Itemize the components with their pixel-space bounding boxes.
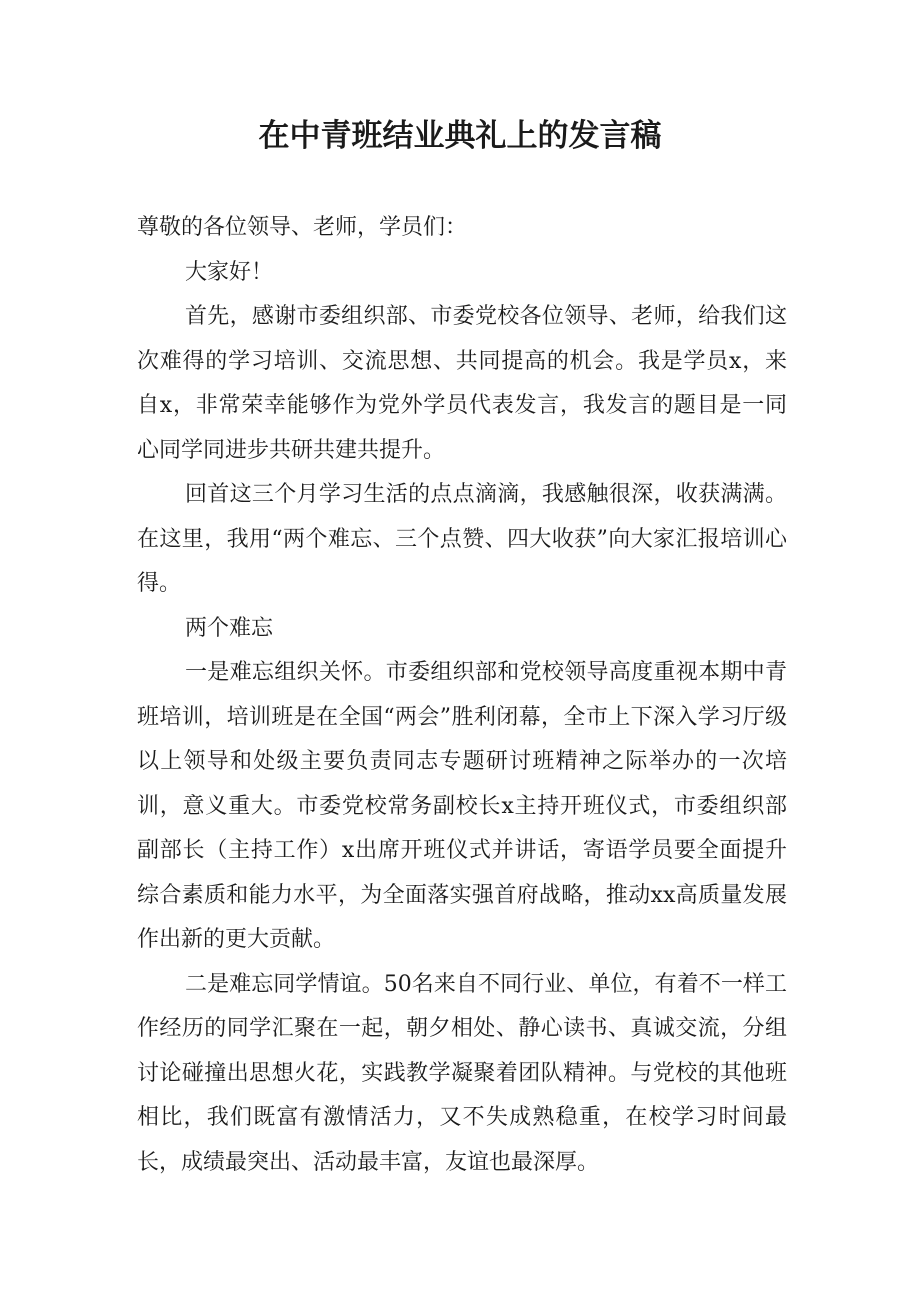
- paragraph-classmate-friendship: 二是难忘同学情谊。50名来自不同行业、单位，有着不一样工作经历的同学汇聚在一起，朝夕相处、静心读书、真诚交流，分组讨论碰撞出思想火花，实践教学凝聚着团队精神。与党校的其他班相比，我们既富有激情活力，又不失成熟稳重，在校学习时间最长，成绩最突出、活动最丰富，友谊也最深厚。: [137, 971, 787, 1175]
- salutation: 尊敬的各位领导、老师，学员们：: [137, 215, 468, 240]
- document-body: [137, 206, 787, 1185]
- paragraph-organization-care: 一是难忘组织关怀。市委组织部和党校领导高度重视本期中青班培训，培训班是在全国“两会”胜利闭幕，全市上下深入学习厅级以上领导和处级主要负责同志专题研讨班精神之际举办的一次培训，意义重大。市委党校常务副校长x主持开班仪式，市委组织部副部长（主持工作）x出席开班仪式并讲话，寄语学员要全面提升综合素质和能力水平，为全面落实强首府战略，推动xx高质量发展作出新的更大贡献。: [137, 660, 787, 952]
- paragraph-review: 回首这三个月学习生活的点点滴滴，我感触很深，收获满满。在这里，我用“两个难忘、三个点赞、四大收获”向大家汇报培训心得。: [137, 482, 787, 596]
- section-heading: 两个难忘: [185, 615, 274, 641]
- paragraph-intro: 首先，感谢市委组织部、市委党校各位领导、老师，给我们这次难得的学习培训、交流思想、共同提高的机会。我是学员x，来自x，非常荣幸能够作为党外学员代表发言，我发言的题目是一同心同学同进步共研共建共提升。: [137, 304, 787, 463]
- document-title: 在中青班结业典礼上的发言稿: [258, 118, 662, 154]
- paragraph-greeting: 大家好！: [185, 259, 274, 285]
